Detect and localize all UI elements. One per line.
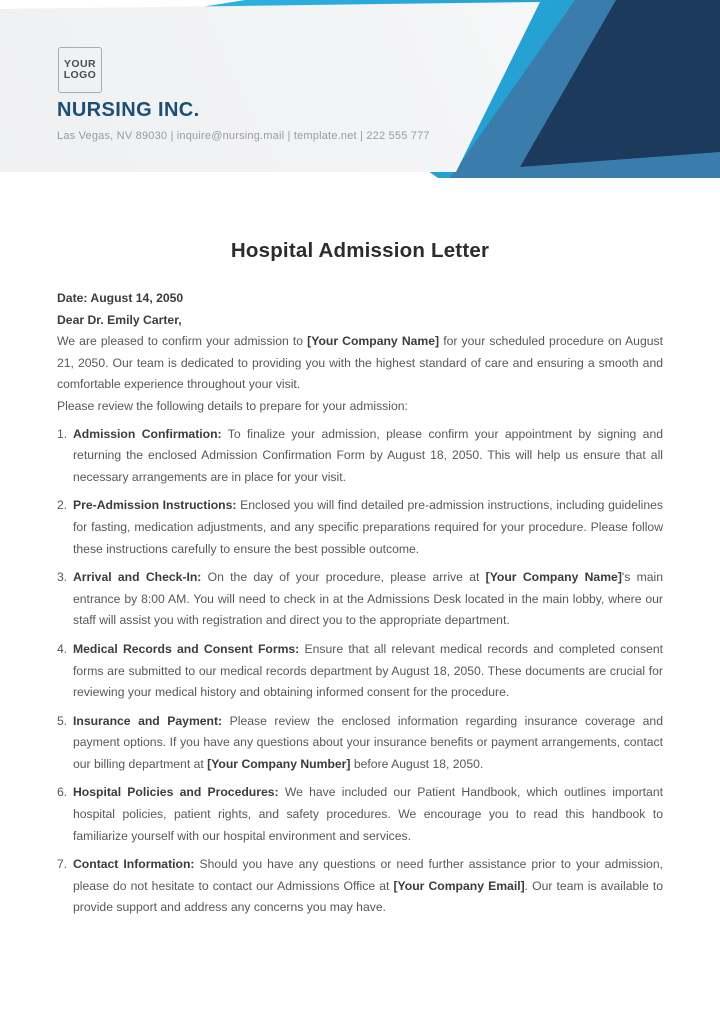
list-item-admission-confirmation: Admission Confirmation: To finalize your admission, please confirm your appointment by signing and returning the enclosed Admission Confirmation Form by August 18, 2050. This will help us ensure that all necessary arrangements are in place for your visit.: [73, 426, 664, 484]
company-name: NURSING INC.: [57, 99, 200, 121]
logo-text-line2: LOGO: [63, 69, 97, 81]
list-item-contact-information: Contact Information: Should you have any questions or need further assistance prior to your admission, please do not hesitate to contact our Admissions Office at [Your Company Email]. Our team is available to provide support and address any concerns you may have.: [73, 857, 663, 915]
list-item-insurance-payment: Insurance and Payment: Please review the enclosed information regarding insurance coverage and payment options. If you have any questions about your insurance benefits or payment arrangements, contact our billing department at [Your Company Number] before August 18, 2050.: [73, 713, 663, 771]
date-line: Date: August 14, 2050: [57, 291, 184, 305]
salutation: Dear Dr. Emily Carter,: [57, 312, 182, 327]
list-item-hospital-policies-procedures: Hospital Policies and Procedures: We have included our Patient Handbook, which outlines important hospital policies, patient rights, and safety procedures. We encourage you to read this handbook to familiarize yourself with our hospital environment and services.: [73, 785, 663, 843]
company-contact-line: Las Vegas, NV 89030 | inquire@nursing.mail | template.net | 222 555 777: [57, 130, 430, 142]
list-intro: Please review the following details to prepare for your admission:: [57, 398, 408, 413]
letter-title: Hospital Admission Letter: [230, 239, 490, 262]
list-item-medical-records-consent-forms: Medical Records and Consent Forms: Ensure that all relevant medical records and completed consent forms are submitted to our medical records department by August 18, 2050. These documents are crucial for reviewing your medical history and obtaining informed consent for the procedure.: [73, 641, 663, 700]
letterhead: [0, 0, 720, 178]
list-item-arrival-check-in: Arrival and Check-In: On the day of your procedure, please arrive at [Your Company Name]'s main entrance by 8:00 AM. You will need to check in at the Admissions Desk located in the main lobby, where our staff will assist you with registration and direct you to the appropriate department.: [73, 570, 664, 628]
admission-details-list: [57, 424, 663, 919]
letter-body: [57, 238, 663, 919]
logo-text-line1: YOUR: [64, 57, 96, 70]
logo-placeholder: [58, 47, 102, 93]
list-item-pre-admission-instructions: Pre-Admission Instructions: Enclosed you will find detailed pre-admission instructions, including guidelines for fasting, medication adjustments, and any specific preparations required for your procedure. Please follow these instructions carefully to ensure the best possible outcome.: [73, 498, 663, 556]
intro-paragraph: We are pleased to confirm your admission to [Your Company Name] for your scheduled procedure on August 21, 2050. Our team is dedicated to providing you with the highest standard of care and ensuring a smooth and comfortable experience throughout your visit.: [57, 334, 663, 392]
